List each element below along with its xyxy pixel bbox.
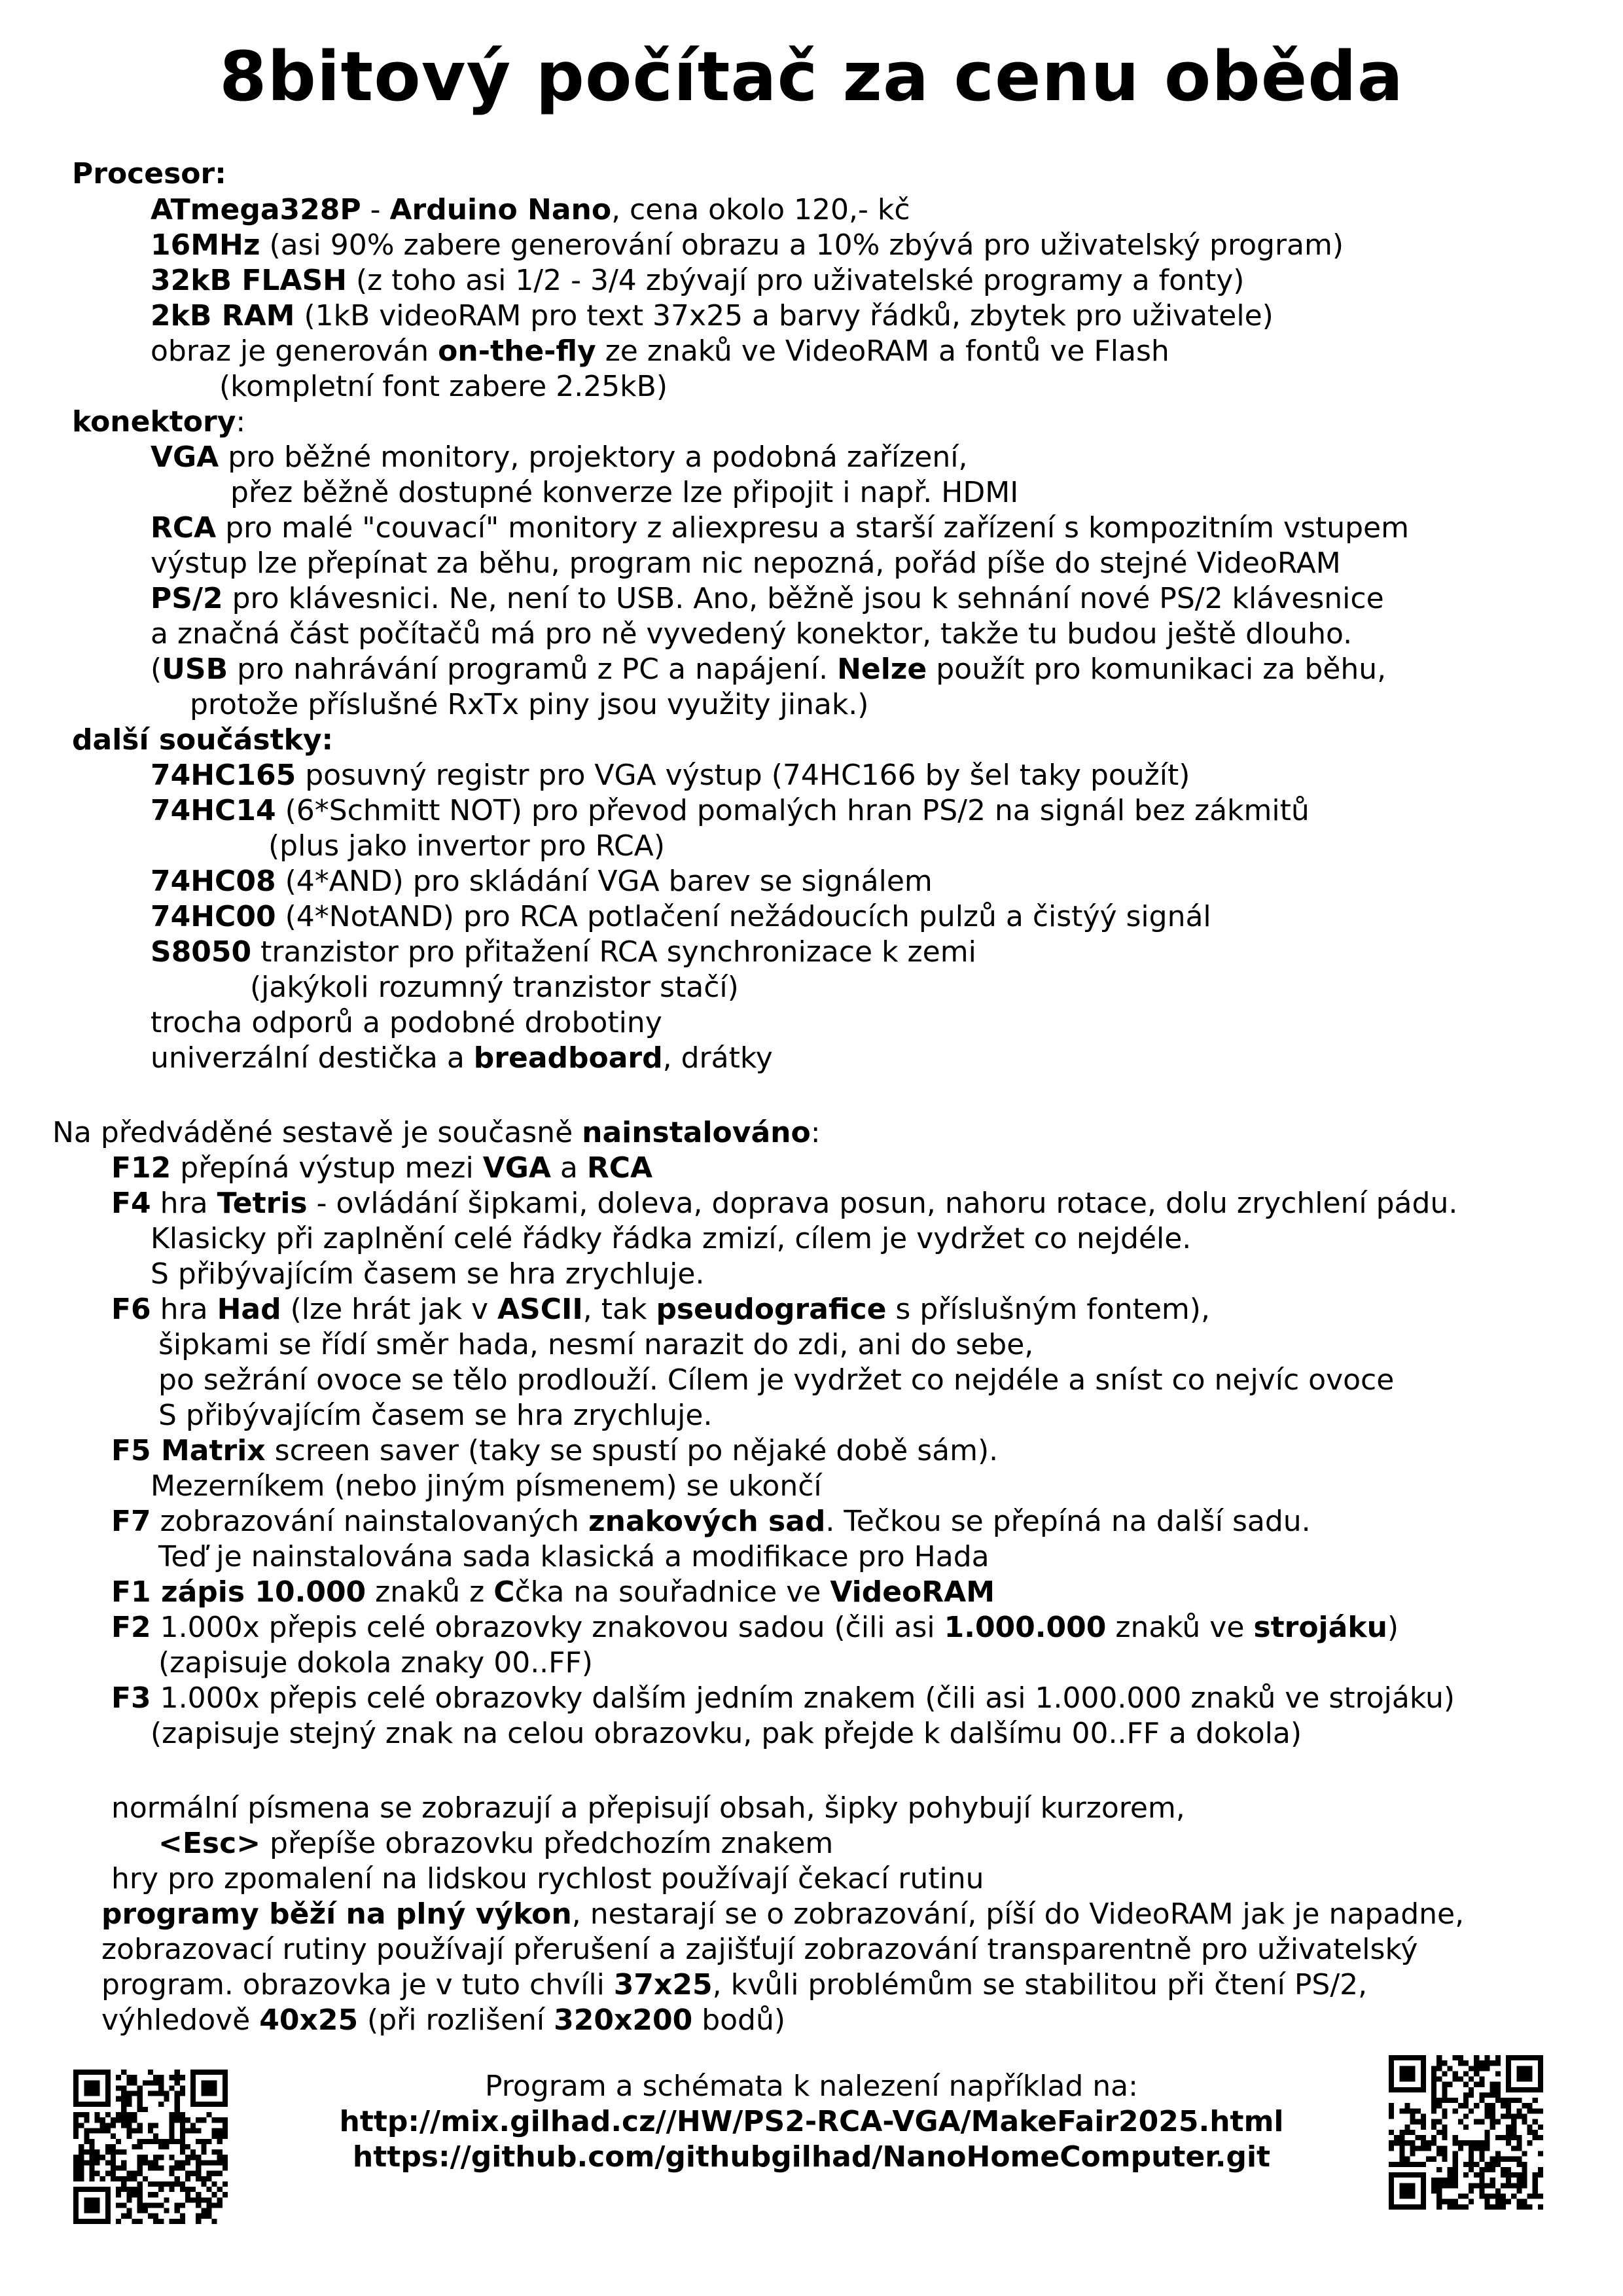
bold-text: další součástky: (72, 723, 334, 757)
text-span: posuvný registr pro VGA výstup (74HC166 by šel taky použít) (296, 759, 1190, 792)
text-line (151, 759, 1190, 793)
text-span: (zapisuje dokola znaky 00..FF) (158, 1646, 593, 1679)
bold-text: ATmega328P (151, 193, 361, 226)
text-span: znaků ve (1106, 1611, 1254, 1644)
text-span: ze znaků ve VideoRAM a fontů ve Flash (596, 334, 1169, 368)
text-line (111, 1151, 652, 1186)
text-span: výstup lze přepínat za běhu, program nic nepozná, pořád píše do stejné VideoRAM (151, 547, 1341, 580)
bold-text: znakových sad (588, 1505, 826, 1538)
bold-text: konektory (72, 405, 236, 439)
text-line (151, 1006, 662, 1041)
bold-text: 37x25 (613, 1968, 713, 2001)
text-line (151, 193, 910, 228)
text-line (151, 865, 933, 899)
bold-text: ASCII (497, 1293, 583, 1326)
text-line (151, 547, 1341, 581)
text-span: - ovládání šipkami, doleva, doprava posun, nahoru rotace, dolu zrychlení pádu. (307, 1187, 1458, 1220)
bold-text: 74HC08 (151, 865, 276, 898)
text-span: zobrazovací rutiny používají přerušení a zajišťují zobrazování transparentně pro uživatelský (101, 1933, 1418, 1966)
text-line (151, 794, 1310, 829)
text-line (151, 1257, 704, 1292)
bold-text: Arduino Nano (389, 193, 612, 226)
text-span: (4*NotAND) pro RCA potlačení nežádoucích pulzů a čistýý signál (276, 900, 1211, 933)
text-span: normální písmena se zobrazují a přepisují obsah, šipky pohybují kurzorem, (111, 1791, 1185, 1825)
bold-text: VGA (151, 440, 219, 474)
text-span: ) (1387, 1611, 1399, 1644)
text-line (101, 1933, 1418, 1967)
text-span: S přibývajícím časem se hra zrychluje. (158, 1399, 713, 1432)
text-span: , kvůli problémům se stabilitou při čtení PS/2, (712, 1968, 1368, 2001)
text-line (151, 299, 1274, 334)
text-line (158, 1540, 990, 1575)
text-span: výhledově (101, 2003, 260, 2037)
text-span: (4*AND) pro skládání VGA barev se signálem (276, 865, 933, 898)
bold-text: <Esc> (158, 1827, 261, 1860)
text-span: . Tečkou se přepíná na další sadu. (825, 1505, 1311, 1538)
bold-text: programy běží na plný výkon (101, 1897, 572, 1931)
text-line (151, 1717, 1302, 1751)
text-line (268, 829, 665, 864)
bold-text: RCA (151, 511, 217, 545)
text-span: a (550, 1151, 587, 1185)
text-span: (kompletní font zabere 2.25kB) (219, 370, 668, 403)
text-span: program. obrazovka je v tuto chvíli (101, 1968, 614, 2001)
text-line (230, 476, 1018, 511)
text-line (111, 1187, 1457, 1221)
text-span: screen saver (taky se spustí po nějaké době sám). (265, 1434, 999, 1467)
bold-text: 1.000.000 (944, 1611, 1107, 1644)
footer-label: Program a schémata k nalezení například na: (485, 2070, 1138, 2103)
text-span: obraz je generován (151, 334, 438, 368)
bold-text: F4 (111, 1187, 151, 1220)
bold-text: 74HC14 (151, 794, 276, 827)
text-span: 1.000x přepis celé obrazovky znakovou sadou (čili asi (151, 1611, 944, 1644)
text-line (72, 157, 226, 192)
text-line (72, 723, 333, 758)
text-span: S přibývajícím časem se hra zrychluje. (151, 1257, 705, 1291)
text-span: hra (151, 1293, 217, 1326)
bold-text: Tetris (217, 1187, 308, 1220)
bold-text: PS/2 (151, 582, 223, 615)
text-line (111, 1862, 984, 1897)
bold-text: 40x25 (259, 2003, 359, 2037)
text-line (101, 2003, 785, 2038)
bold-text: 16MHz (151, 228, 260, 262)
text-span: Na předváděné sestavě je současně (52, 1116, 582, 1149)
text-line (151, 1469, 822, 1504)
text-line (151, 334, 1169, 369)
text-span: po sežrání ovoce se tělo prodlouží. Cílem je vydržet co nejdéle a sníst co nejvíc ovoce (158, 1363, 1395, 1397)
bold-text: strojáku (1253, 1611, 1387, 1644)
text-line (158, 1363, 1394, 1398)
bold-text: breadboard (473, 1041, 663, 1075)
text-span: hra (151, 1187, 217, 1220)
text-span: : (236, 405, 246, 439)
text-line (111, 1505, 1311, 1539)
bold-text: 74HC165 (151, 759, 296, 792)
text-span: - (361, 193, 390, 226)
bold-text: F1 zápis 10.000 (111, 1575, 366, 1609)
bold-text: USB (162, 653, 228, 686)
text-span: přepíná výstup mezi (171, 1151, 483, 1185)
text-line (158, 1827, 833, 1861)
page-title: 8bitový počítač za cenu oběda (219, 37, 1404, 117)
text-span: Mezerníkem (nebo jiným písmenem) se ukončí (151, 1469, 822, 1503)
text-span: čka na souřadnice ve (514, 1575, 830, 1609)
text-span: pro klávesnici. Ne, není to USB. Ano, běžně jsou k sehnání nové PS/2 klávesnice (223, 582, 1384, 615)
footer-link-github[interactable]: https://github.com/githubgilhad/NanoHomeComputer.git (352, 2140, 1271, 2174)
text-span: univerzální destička a (151, 1041, 474, 1075)
bold-text: Had (217, 1293, 281, 1326)
text-line (158, 1328, 1033, 1363)
bold-text: nainstalováno (582, 1116, 811, 1149)
text-span: použít pro komunikaci za běhu, (927, 653, 1387, 686)
text-line (72, 405, 245, 440)
text-line (151, 1222, 1191, 1257)
text-span: Teď je nainstalována sada klasická a modifikace pro Hada (158, 1540, 990, 1573)
text-line (151, 511, 1409, 546)
bold-text: RCA (586, 1151, 653, 1185)
text-span: pro běžné monitory, projektory a podobná zařízení, (219, 440, 968, 474)
text-line (151, 264, 1244, 298)
text-span: přez běžně dostupné konverze lze připojit i např. HDMI (230, 476, 1019, 509)
text-span: pro malé "couvací" monitory z aliexpresu a starší zařízení s kompozitním vstupem (216, 511, 1409, 545)
text-line (52, 1116, 821, 1151)
text-span: přepíše obrazovku předchozím znakem (260, 1827, 834, 1860)
text-span: (6*Schmitt NOT) pro převod pomalých hran PS/2 na signál bez zákmitů (276, 794, 1310, 827)
text-span: , cena okolo 120,- kč (611, 193, 910, 226)
bold-text: 320x200 (554, 2003, 693, 2037)
text-line (158, 1399, 712, 1433)
text-line (219, 370, 668, 404)
bold-text: pseudografice (656, 1293, 887, 1326)
bold-text: 32kB FLASH (151, 264, 348, 297)
text-line (151, 900, 1211, 935)
text-line (151, 653, 1386, 687)
text-span: bodů) (692, 2003, 786, 2037)
bold-text: 2kB RAM (151, 299, 295, 332)
text-line (111, 1791, 1185, 1826)
bold-text: on-the-fly (438, 334, 596, 368)
text-line (190, 688, 868, 723)
text-span: (z toho asi 1/2 - 3/4 zbývají pro uživatelské programy a fonty) (347, 264, 1245, 297)
bold-text: F3 (111, 1681, 151, 1715)
text-line (151, 582, 1384, 617)
text-line (158, 1646, 593, 1681)
bold-text: S8050 (151, 935, 252, 969)
text-span: zobrazování nainstalovaných (151, 1505, 589, 1538)
text-span: (asi 90% zabere generování obrazu a 10% zbývá pro uživatelský program) (260, 228, 1344, 262)
bold-text: 74HC00 (151, 900, 276, 933)
text-span: znaků z (366, 1575, 494, 1609)
text-line (111, 1681, 1455, 1716)
text-line (151, 617, 1352, 652)
text-line (101, 1897, 1464, 1932)
text-span: protože příslušné RxTx piny jsou využity jinak.) (190, 688, 869, 721)
text-span: (plus jako invertor pro RCA) (268, 829, 666, 863)
text-span: Klasicky při zaplnění celé řádky řádka zmizí, cílem je vydržet co nejdéle. (151, 1222, 1192, 1255)
bold-text: F5 Matrix (111, 1434, 266, 1467)
text-span: (lze hrát jak v (281, 1293, 497, 1326)
text-span: tranzistor pro přitažení RCA synchronizace k zemi (251, 935, 976, 969)
text-span: 1.000x přepis celé obrazovky dalším jedním znakem (čili asi 1.000.000 znaků ve strojáku) (151, 1681, 1455, 1715)
text-span: a značná část počítačů má pro ně vyvedený konektor, takže tu budou ještě dlouho. (151, 617, 1353, 651)
text-span: (při rozlišení (358, 2003, 554, 2037)
text-span: (1kB videoRAM pro text 37x25 a barvy řádků, zbytek pro uživatele) (294, 299, 1274, 332)
text-line (101, 1968, 1367, 2003)
text-span: (zapisuje stejný znak na celou obrazovku, pak přejde k dalšímu 00..FF a dokola) (151, 1717, 1302, 1750)
text-span: pro nahrávání programů z PC a napájení. (228, 653, 838, 686)
bold-text: F2 (111, 1611, 151, 1644)
text-span: , drátky (662, 1041, 773, 1075)
text-line (111, 1611, 1399, 1645)
text-line (111, 1293, 1210, 1327)
bold-text: VGA (482, 1151, 551, 1185)
text-line (151, 440, 967, 475)
bold-text: F7 (111, 1505, 151, 1538)
text-line (151, 935, 976, 970)
text-span: s příslušným fontem), (886, 1293, 1210, 1326)
text-line (111, 1434, 998, 1469)
bold-text: VideoRAM (830, 1575, 995, 1609)
text-span: šipkami se řídí směr hada, nesmí narazit do zdi, ani do sebe, (158, 1328, 1034, 1361)
footer-link-mix[interactable]: http://mix.gilhad.cz//HW/PS2-RCA-VGA/MakeFair2025.html (339, 2105, 1284, 2138)
text-span: (jakýkoli rozumný tranzistor stačí) (250, 971, 739, 1004)
text-line (151, 1041, 773, 1076)
text-span: trocha odporů a podobné drobotiny (151, 1006, 662, 1039)
text-span: ( (151, 653, 162, 686)
text-line (111, 1575, 995, 1610)
bold-text: F12 (111, 1151, 171, 1185)
text-span: : (810, 1116, 821, 1149)
text-line (250, 971, 739, 1005)
bold-text: Procesor: (72, 157, 226, 190)
bold-text: Nelze (837, 653, 927, 686)
bold-text: C (493, 1575, 515, 1609)
text-span: , tak (582, 1293, 656, 1326)
text-line (151, 228, 1344, 263)
bold-text: F6 (111, 1293, 151, 1326)
text-span: hry pro zpomalení na lidskou rychlost používají čekací rutinu (111, 1862, 984, 1895)
text-span: , nestarají se o zobrazování, píší do VideoRAM jak je napadne, (571, 1897, 1465, 1931)
